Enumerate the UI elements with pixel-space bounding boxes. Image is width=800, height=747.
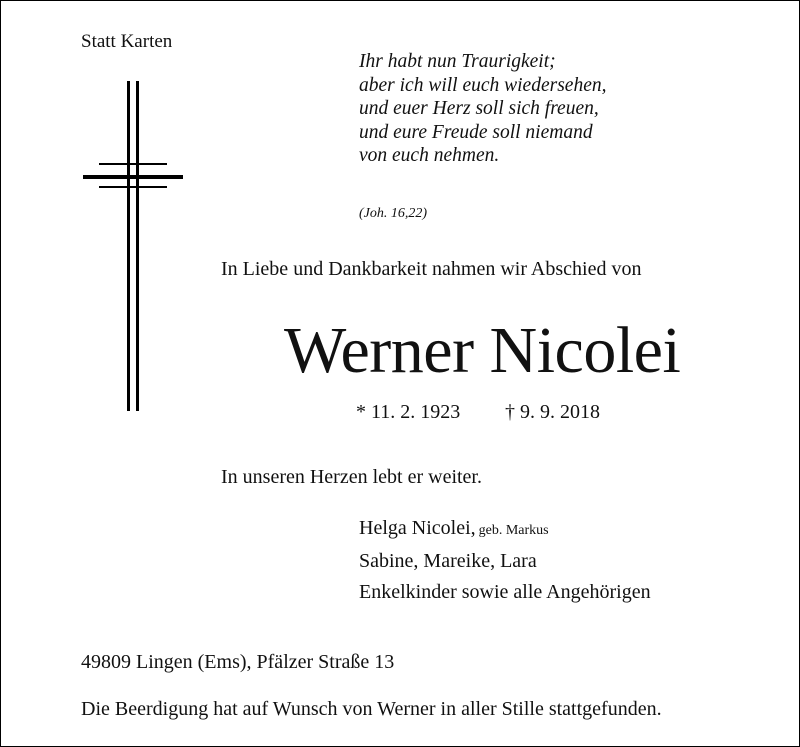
mourner-line: [359, 513, 651, 546]
closing-text: In unseren Herzen lebt er weiter.: [221, 466, 482, 488]
maiden-name-note: geb. Markus: [478, 523, 549, 538]
verse-line: von euch nehmen.: [359, 145, 500, 166]
intro-text: In Liebe und Dankbarkeit nahmen wir Abschied von: [221, 258, 642, 280]
verse-line: und euer Herz soll sich freuen,: [359, 98, 599, 119]
header-label: Statt Karten: [81, 31, 173, 52]
verse-line: aber ich will euch wiedersehen,: [359, 74, 607, 96]
mourner-name: Helga Nicolei,: [359, 517, 476, 539]
funeral-note: Die Beerdigung hat auf Wunsch von Werner in aller Stille stattgefunden.: [81, 698, 662, 720]
mourners-list: [359, 513, 651, 608]
mourner-line: Enkelkinder sowie alle Angehörigen: [359, 581, 651, 603]
address: 49809 Lingen (Ems), Pfälzer Straße 13: [81, 651, 395, 673]
birth-date: * 11. 2. 1923: [356, 401, 461, 423]
deceased-name: Werner Nicolei: [284, 314, 681, 387]
verse-line: Ihr habt nun Traurigkeit;: [359, 51, 556, 72]
cross-icon: [81, 81, 185, 411]
bible-verse: [359, 50, 606, 168]
death-date: † 9. 9. 2018: [505, 401, 600, 423]
verse-line: und eure Freude soll niemand: [359, 121, 593, 143]
verse-reference: (Joh. 16,22): [359, 206, 428, 221]
mourner-line: Sabine, Mareike, Lara: [359, 550, 537, 572]
